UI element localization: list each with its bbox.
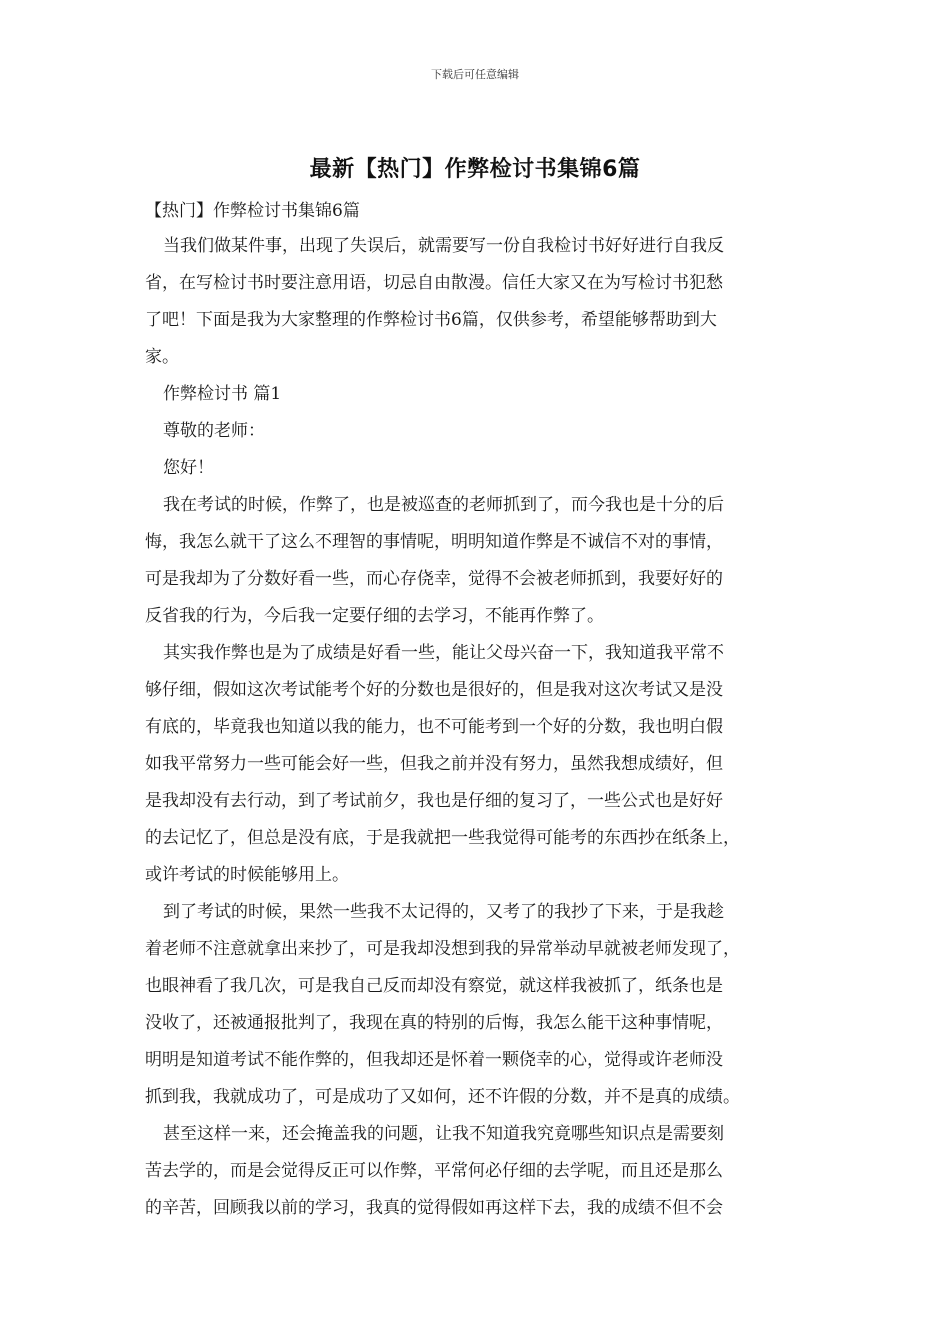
paragraph-line: 或许考试的时候能够用上。 [145,865,349,885]
paragraph-line: 了吧！下面是我为大家整理的作弊检讨书6篇，仅供参考，希望能够帮助到大 [145,310,717,330]
subtitle-line: 【热门】作弊检讨书集锦6篇 [145,201,360,221]
paragraph-line: 可是我却为了分数好看一些，而心存侥幸，觉得不会被老师抓到，我要好好的 [145,569,723,589]
paragraph-line: 着老师不注意就拿出来抄了，可是我却没想到我的异常举动早就被老师发现了， [145,939,740,959]
paragraph-line: 的辛苦，回顾我以前的学习，我真的觉得假如再这样下去，我的成绩不但不会 [145,1198,723,1218]
paragraph-line: 我在考试的时候，作弊了，也是被巡查的老师抓到了，而今我也是十分的后 [163,495,724,515]
paragraph-line: 的去记忆了，但总是没有底，于是我就把一些我觉得可能考的东西抄在纸条上， [145,828,740,848]
paragraph-line: 没收了，还被通报批判了，我现在真的特别的后悔，我怎么能干这种事情呢， [145,1013,723,1033]
paragraph-line: 如我平常努力一些可能会好一些，但我之前并没有努力，虽然我想成绩好，但 [145,754,723,774]
paragraph-line: 也眼神看了我几次，可是我自己反而却没有察觉，就这样我被抓了，纸条也是 [145,976,723,996]
paragraph-line: 反省我的行为，今后我一定要仔细的去学习，不能再作弊了。 [145,606,604,626]
document-title: 最新【热门】作弊检讨书集锦6篇 [309,157,641,182]
salutation: 尊敬的老师： [163,421,265,441]
paragraph-line: 抓到我，我就成功了，可是成功了又如何，还不许假的分数，并不是真的成绩。 [145,1087,740,1107]
greeting: 您好！ [163,458,214,478]
document-body [145,198,821,1227]
paragraph-line: 是我却没有去行动，到了考试前夕，我也是仔细的复习了，一些公式也是好好 [145,791,723,811]
paragraph-line: 家。 [145,347,179,367]
paragraph-line: 其实我作弊也是为了成绩是好看一些，能让父母兴奋一下，我知道我平常不 [163,643,724,663]
paragraph-line: 悔，我怎么就干了这么不理智的事情呢，明明知道作弊是不诚信不对的事情， [145,532,723,552]
paragraph-line: 甚至这样一来，还会掩盖我的问题，让我不知道我究竟哪些知识点是需要刻 [163,1124,724,1144]
paragraph-line: 当我们做某件事，出现了失误后，就需要写一份自我检讨书好好进行自我反 [163,236,724,256]
section-heading: 作弊检讨书 篇1 [163,384,282,404]
paragraph-line: 明明是知道考试不能作弊的，但我却还是怀着一颗侥幸的心，觉得或许老师没 [145,1050,723,1070]
paragraph-line: 有底的，毕竟我也知道以我的能力，也不可能考到一个好的分数，我也明白假 [145,717,723,737]
paragraph-line: 苦去学的，而是会觉得反正可以作弊，平常何必仔细的去学呢，而且还是那么 [145,1161,723,1181]
header-note: 下载后可任意编辑 [431,68,519,81]
paragraph-line: 到了考试的时候，果然一些我不太记得的，又考了的我抄了下来，于是我趁 [163,902,724,922]
paragraph-line: 够仔细，假如这次考试能考个好的分数也是很好的，但是我对这次考试又是没 [145,680,723,700]
paragraph-line: 省，在写检讨书时要注意用语，切忌自由散漫。信任大家又在为写检讨书犯愁 [145,273,723,293]
